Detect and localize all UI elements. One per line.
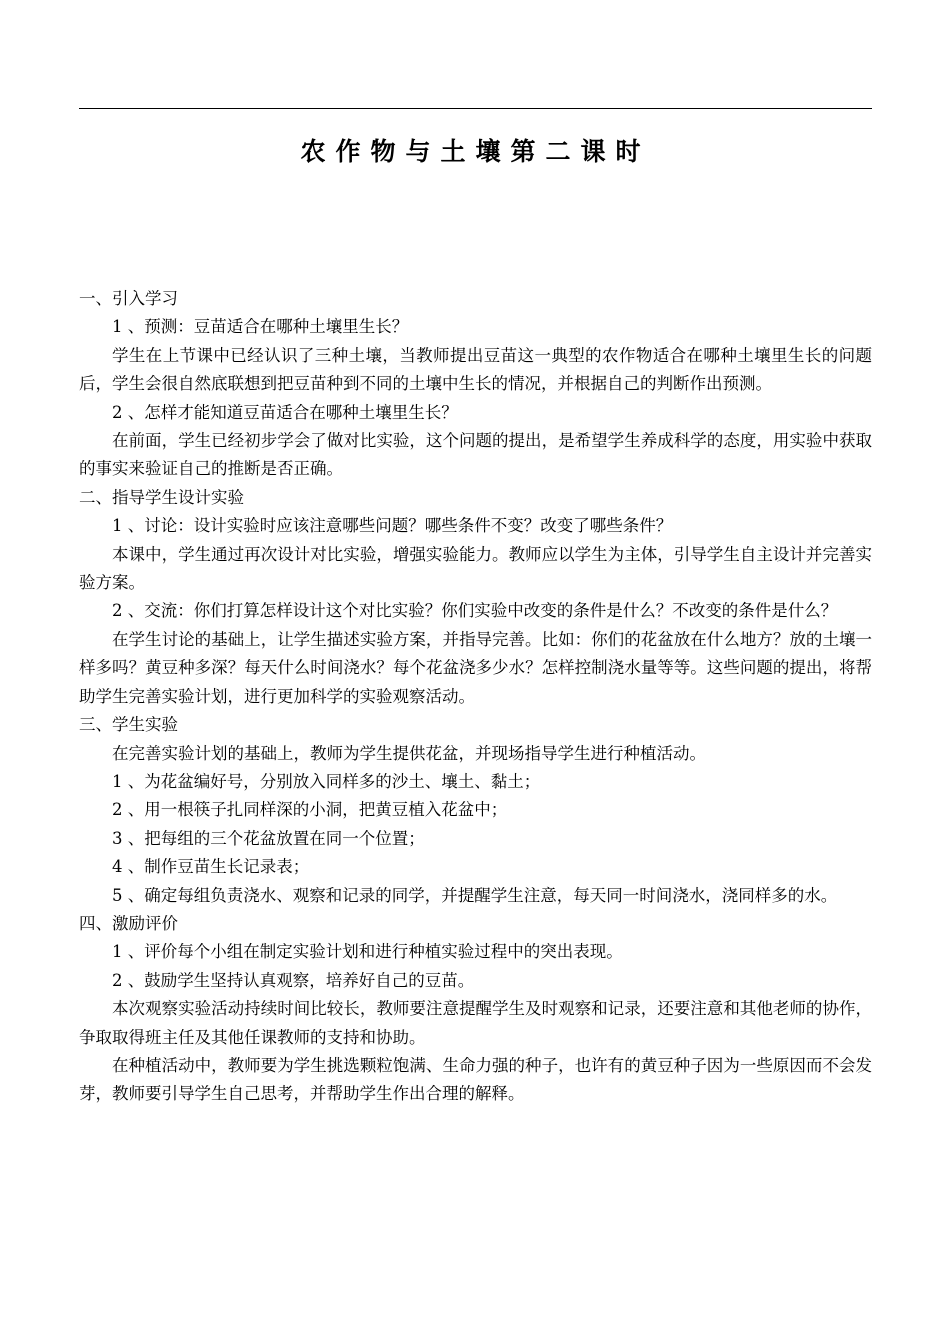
paragraph: 本课中，学生通过再次设计对比实验，增强实验能力。教师应以学生为主体，引导学生自主设计并完善实验方案。 (79, 544, 872, 593)
section-heading-intro: 一、引入学习 (79, 289, 178, 308)
list-item: 2 、用一根筷子扎同样深的小洞，把黄豆植入花盆中； (112, 800, 508, 820)
list-item: 1 、为花盆编好号，分别放入同样多的沙土、壤土、黏土； (112, 771, 541, 791)
paragraph: 学生在上节课中已经认识了三种土壤，当教师提出豆苗这一典型的农作物适合在哪种土壤里生长的问题后，学生会很自然底联想到把豆苗种到不同的土壤中生长的情况，并根据自己的判断作出预测。 (79, 345, 872, 394)
paragraph: 1 、讨论：设计实验时应该注意哪些问题？哪些条件不变？改变了哪些条件？ (112, 516, 673, 536)
paragraph: 在种植活动中，教师要为学生挑选颗粒饱满、生命力强的种子，也许有的黄豆种子因为一些原因而不会发芽，教师要引导学生自己思考，并帮助学生作出合理的解释。 (79, 1055, 872, 1104)
paragraph: 在前面，学生已经初步学会了做对比实验，这个问题的提出，是希望学生养成科学的态度，用实验中获取的事实来验证自己的推断是否正确。 (79, 431, 872, 479)
paragraph: 2 、怎样才能知道豆苗适合在哪种土壤里生长？ (112, 402, 458, 422)
paragraph: 2 、交流：你们打算怎样设计这个对比实验？你们实验中改变的条件是什么？不改变的条件是什么？ (112, 601, 838, 621)
list-item: 5 、确定每组负责浇水、观察和记录的同学，并提醒学生注意，每天同一时间浇水，浇同样多的水。 (112, 885, 838, 905)
paragraph: 在学生讨论的基础上，让学生描述实验方案，并指导完善。比如：你们的花盆放在什么地方？放的土壤一样多吗？黄豆种多深？每天什么时间浇水？每个花盆浇多少水？怎样控制浇水量等等。这些问题的提出，将帮助学生完善实验计划，进行更加科学的实验观察活动。 (79, 629, 872, 706)
header-rule (79, 108, 872, 109)
paragraph: 1 、预测：豆苗适合在哪种土壤里生长？ (112, 317, 409, 337)
section-heading-evaluation: 四、激励评价 (79, 913, 178, 933)
section-heading-design: 二、指导学生设计实验 (79, 487, 244, 507)
document-title: 农作物与土壤第二课时 (300, 137, 651, 166)
paragraph: 在完善实验计划的基础上，教师为学生提供花盆，并现场指导学生进行种植活动。 (112, 743, 706, 763)
section-heading-experiment: 三、学生实验 (79, 715, 178, 735)
list-item: 2 、鼓励学生坚持认真观察，培养好自己的豆苗。 (112, 970, 475, 990)
list-item: 3 、把每组的三个花盆放置在同一个位置； (112, 828, 425, 848)
list-item: 4 、制作豆苗生长记录表； (112, 857, 310, 877)
paragraph: 本次观察实验活动持续时间比较长，教师要注意提醒学生及时观察和记录，还要注意和其他老师的协作，争取取得班主任及其他任课教师的支持和协助。 (79, 999, 872, 1047)
document-body (79, 285, 872, 1109)
list-item: 1 、评价每个小组在制定实验计划和进行种植实验过程中的突出表现。 (112, 942, 623, 962)
